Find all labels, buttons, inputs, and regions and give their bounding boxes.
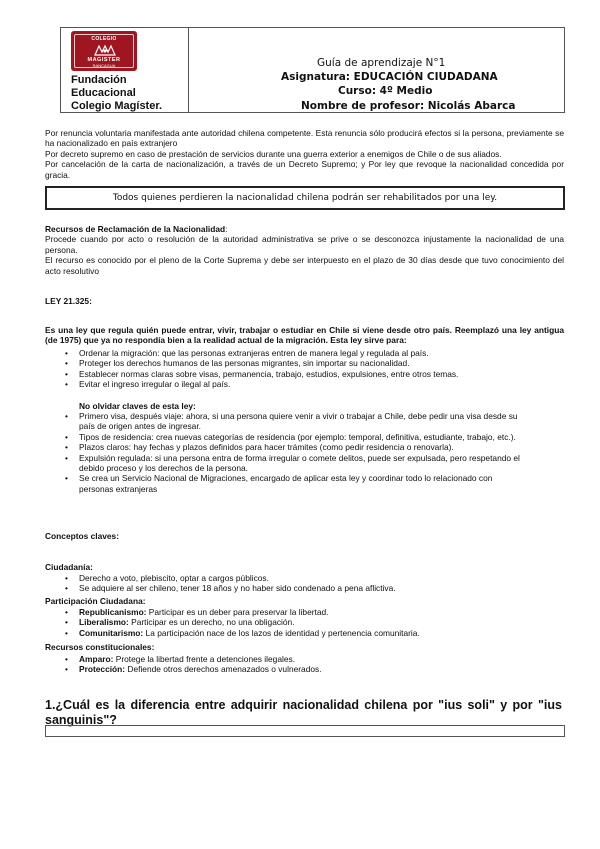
school-name-line: Colegio Magíster.	[71, 100, 163, 112]
participacion-title: Participación Ciudadana:	[45, 596, 146, 606]
subject-line: Asignatura: EDUCACIÓN CIUDADANA	[281, 71, 498, 83]
recursos-paragraph: El recurso es conocido por el pleno de la Corte Suprema y debe ser interpuesto en el plazo de 30 días desde que tuvo conocimiento del acto resolutivo	[45, 255, 564, 276]
recursos-constitucionales-title: Recursos constitucionales:	[45, 642, 155, 652]
list-item: • Evitar el ingreso irregular o ilegal al país.	[61, 379, 561, 389]
list-item: • Plazos claros: hay fechas y plazos definidos para hacer trámites (como pedir residencia o renovarla).	[61, 442, 523, 452]
recursos-paragraph: Procede cuando por acto o resolución de la autoridad administrativa se prive o se desconozca injustamente la nacionalidad de una persona.	[45, 234, 564, 255]
recursos-title: Recursos de Reclamación de la Nacionalidad	[45, 224, 226, 234]
list-item: • Ordenar la migración: que las personas extranjeras entren de manera legal y regulada al país.	[61, 348, 561, 358]
intro-paragraph: Por decreto supremo en caso de prestación de servicios durante una guerra exterior a enemigos de Chile o de sus aliados.	[45, 148, 502, 159]
recursos-colon: :	[225, 224, 228, 234]
school-logo	[71, 31, 137, 71]
school-name-line: Educacional	[71, 87, 136, 99]
teacher-line: Nombre de profesor: Nicolás Abarca	[301, 100, 516, 112]
list-item: • Tipos de residencia: crea nuevas categorías de residencia (por ejemplo: temporal, definitiva, estudiante, trabajo, etc.).	[61, 432, 523, 442]
ciudadania-title: Ciudadanía:	[45, 562, 93, 572]
list-item	[61, 607, 561, 617]
logo-emblem-icon	[93, 44, 117, 57]
answer-box[interactable]	[45, 725, 565, 737]
ley-keys-title: No olvidar claves de esta ley:	[79, 401, 196, 411]
guide-title: Guía de aprendizaje N°1	[317, 57, 446, 69]
list-item: • Establecer normas claras sobre visas, permanencia, trabajo, estudios, expulsiones, entre otros temas.	[61, 369, 561, 379]
boxed-note: Todos quienes perdieren la nacionalidad chilena podrán ser rehabilitados por una ley.	[45, 186, 565, 210]
term-label: Republicanismo:	[79, 607, 147, 617]
logo-text-top: COLEGIO	[91, 36, 117, 42]
list-item	[61, 664, 561, 674]
list-item	[61, 654, 561, 664]
participacion-list	[61, 607, 561, 638]
list-item: • Derecho a voto, plebiscito, optar a cargos públicos.	[61, 573, 561, 583]
logo-text-bottom: RANCAGUA	[92, 63, 116, 68]
ley-purposes-list	[61, 348, 561, 390]
ley-intro: Es una ley que regula quién puede entrar, vivir, trabajar o estudiar en Chile si viene desde otro país. Reemplazó una ley antigua (de 1975) que ya no respondía bien a la realidad actual de la migración. Esta ley sirve para:	[45, 325, 564, 346]
ley-keys-list	[61, 411, 523, 494]
recursos-section	[45, 224, 564, 276]
intro-paragraph: Por renuncia voluntaria manifestada ante autoridad chilena competente. Esta renuncia sólo producirá efectos si la persona, previamente se ha nacionalizado en país extranjero	[45, 128, 564, 149]
intro-paragraph: Por cancelación de la carta de nacionalización, a través de un Decreto Supremo; y Por ley que revoque la nacionalidad concedida por gracia.	[45, 159, 564, 180]
term-label: Protección:	[79, 664, 126, 675]
list-item: • Primero visa, después viaje: ahora, si una persona quiere venir a vivir o trabajar a Chile, debe pedir una visa desde su país de origen antes de ingresar.	[61, 411, 523, 432]
logo-text-middle: MAGISTER	[87, 57, 121, 63]
term-text: Protege la libertad frente a detenciones ilegales.	[113, 654, 296, 664]
school-name	[71, 74, 162, 113]
term-text: Defiende otros derechos amenazados o vulnerados.	[125, 664, 322, 675]
recursos-constitucionales-list	[61, 654, 561, 675]
term-text: Participar es un deber para preservar la libertad.	[146, 607, 329, 617]
term-text: Participar es un derecho, no una obligación.	[128, 617, 295, 628]
term-label: Comunitarismo:	[79, 627, 144, 638]
ley-title: LEY 21.325:	[45, 296, 92, 306]
header-info-cell	[189, 28, 564, 112]
term-label: Amparo:	[79, 654, 114, 664]
list-item: • Se crea un Servicio Nacional de Migraciones, encargado de aplicar esta ley y coordinar todo lo relacionado con personas extranjeras	[61, 473, 523, 494]
intro-section	[45, 128, 564, 180]
header-table	[60, 27, 565, 113]
list-item: • Proteger los derechos humanos de las personas migrantes, sin importar su nacionalidad.	[61, 358, 561, 368]
header-logo-cell	[61, 28, 189, 112]
conceptos-title: Conceptos claves:	[45, 531, 120, 541]
question-1: 1.¿Cuál es la diferencia entre adquirir nacionalidad chilena por "ius soli" y por "ius sanguinis"?	[45, 698, 562, 727]
term-label: Liberalismo:	[79, 617, 129, 628]
logo-frame	[74, 34, 134, 68]
list-item: • Expulsión regulada: si una persona entra de forma irregular o comete delitos, puede ser expulsada, pero respetando el debido proceso y los derechos de la persona.	[61, 453, 523, 474]
list-item	[61, 628, 561, 638]
term-text: La participación nace de los lazos de identidad y pertenencia comunitaria.	[143, 627, 420, 638]
list-item: • Se adquiere al ser chileno, tener 18 años y no haber sido condenado a pena aflictiva.	[61, 583, 561, 593]
recursos-heading	[45, 224, 564, 234]
ciudadania-list	[61, 573, 561, 594]
list-item	[61, 617, 561, 627]
school-name-line: Fundación	[71, 74, 127, 86]
course-line: Curso: 4º Medio	[338, 85, 433, 97]
